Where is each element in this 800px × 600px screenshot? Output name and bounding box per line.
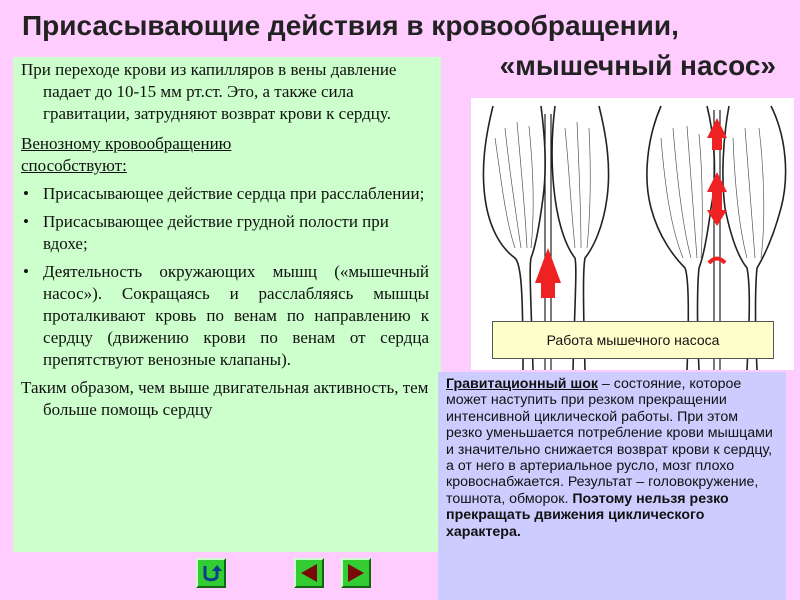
list-item	[21, 261, 429, 371]
conclusion-paragraph: Таким образом, чем выше двигательная активность, тем больше помощь сердцу	[21, 378, 429, 419]
return-icon	[199, 561, 223, 585]
list-item	[21, 211, 429, 255]
venous-circulation-panel	[13, 57, 441, 552]
gravitational-shock-description: – состояние, которое может наступить при резком прекращении интенсивной циклической работы. При этом резко уменьшается потребление крови мышцами и значительно снижается возврат крови к сердцу, а от него в артериальное русло, мозг плохо кровоснабжается. Результат – головокружение, тошнота, обморок.	[446, 376, 773, 507]
intro-paragraph: При переходе крови из капилляров в вены давление падает до 10-15 мм рт.ст. Это, а также сила гравитации, затрудняют возврат крови к сердцу.	[21, 60, 397, 123]
slide-title-line-1: Присасывающие действия в кровообращении,	[22, 10, 679, 41]
return-button[interactable]	[196, 558, 226, 588]
list-item	[21, 183, 429, 205]
bullet-icon: •	[23, 262, 29, 281]
list-item-text: Деятельность окружающих мышц («мышечный насос»). Сокращаясь и расслабляясь мышцы проталкивают кровь по венам по направлению к сердцу (движению крови по венам от сердца препятствуют венозные клапаны).	[43, 262, 429, 369]
previous-slide-button[interactable]	[294, 558, 324, 588]
figure-caption: Работа мышечного насоса	[492, 321, 774, 359]
previous-icon	[297, 561, 321, 585]
factors-subheading: Венозному кровообращению способствуют:	[21, 134, 232, 175]
next-slide-button[interactable]	[341, 558, 371, 588]
gravitational-shock-term: Гравитационный шок	[446, 376, 598, 392]
gravitational-shock-warning: Поэтому нельзя резко прекращать движения циклического характера.	[446, 490, 729, 540]
next-icon	[344, 561, 368, 585]
bullet-icon: •	[23, 184, 29, 203]
bullet-icon: •	[23, 212, 29, 231]
slide-title-line-2: «мышечный насос»	[499, 50, 776, 81]
list-item-text: Присасывающее действие сердца при расслаблении;	[43, 184, 425, 203]
factors-list	[21, 183, 429, 371]
list-item-text: Присасывающее действие грудной полости при вдохе;	[43, 212, 389, 253]
gravitational-shock-panel	[438, 372, 786, 600]
